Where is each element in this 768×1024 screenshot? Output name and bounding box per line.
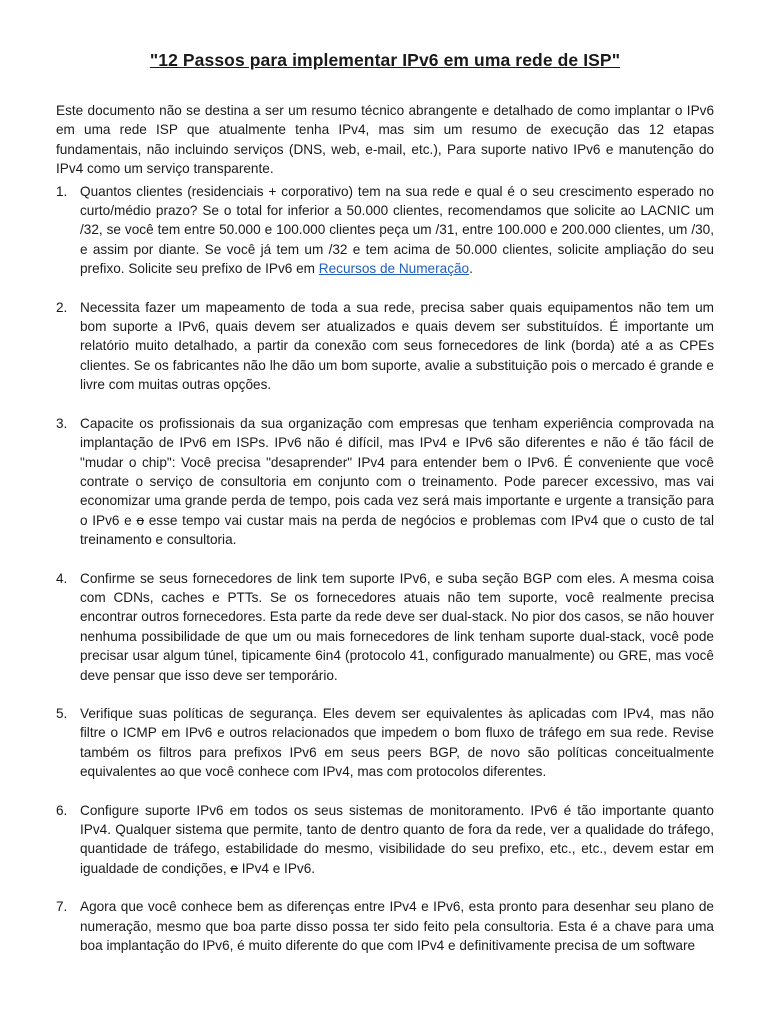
step-item-1 [56, 182, 714, 279]
document-title: "12 Passos para implementar IPv6 em uma rede de ISP" [149, 50, 621, 70]
struck-text: e [230, 860, 238, 876]
step-text-end: IPv4 e IPv6. [237, 860, 316, 876]
step-item-7 [56, 897, 714, 955]
step-text-end: esse tempo vai custar mais na perda de negócios e problemas com IPv4 que o custo de tal treinamento e consultoria. [80, 512, 714, 548]
step-number: 2. [56, 299, 68, 315]
step-item-2 [56, 298, 714, 395]
struck-text: o [136, 512, 145, 528]
step-text: Configure suporte IPv6 em todos os seus sistemas de monitoramento. IPv6 é tão importante quanto IPv4. Qualquer sistema que permite, tanto de dentro quanto de fora da rede, ver a qualidade do tráfego, quantidade de tráfego, estabilidade do mesmo, visibilidade do seu prefixo, etc., etc., devem estar em igualdade de condições, [80, 802, 714, 876]
step-text: Necessita fazer um mapeamento de toda a sua rede, precisa saber quais equipamentos não tem um bom suporte a IPv6, quais devem ser atualizados e quais devem ser substituídos. É importante um relatório muito detalhado, a partir da conexão com seus fornecedores de link (borda) até a as CPEs clientes. Se os fabricantes não lhe dão um bom suporte, avalie a substituição pois o mercado é grande e livre com muitas outras opções. [80, 299, 714, 393]
step-number: 4. [56, 570, 68, 586]
step-number: 6. [56, 802, 68, 818]
step-number: 1. [56, 183, 68, 199]
step-item-3 [56, 414, 714, 550]
step-text: Quantos clientes (residenciais + corporativo) tem na sua rede e qual é o seu crescimento esperado no curto/médio prazo? Se o total for inferior a 50.000 clientes, recomendamos que solicite ao LACNIC um /32, se você tem entre 50.000 e 100.000 clientes peça um /31, entre 100.000 e 200.000 clientes, um /30, e assim por diante. Se você já tem um /32 e tem acima de 50.000 clientes, solicite ampliação do seu prefixo. Solicite seu prefixo de IPv6 em [80, 183, 714, 277]
step-text-end: . [469, 261, 473, 277]
numbering-resources-link[interactable]: Recursos de Numeração [318, 261, 470, 277]
step-text: Agora que você conhece bem as diferenças entre IPv4 e IPv6, esta pronto para desenhar seu plano de numeração, mesmo que boa parte disso possa ter sido feito pela consultoria. Esta é a chave para uma boa implantação do IPv6, é muito diferente do que com IPv4 e definitivamente precisa de um software [80, 899, 714, 954]
steps-list [56, 182, 714, 956]
step-text: Capacite os profissionais da sua organização com empresas que tenham experiência comprovada na implantação de IPv6 em ISPs. IPv6 não é difícil, mas IPv4 e IPv6 são diferentes e não é tão fácil de "mudar o chip": Você precisa "desaprender" IPv4 para entender bem o IPv6. É conveniente que você contrate o serviço de consultoria em conjunto com o treinamento. Pode parecer excessivo, mas vai economizar uma grande perda de tempo, pois cada vez será mais importante e urgente a transição para o IPv6 e [80, 415, 714, 528]
step-item-6 [56, 801, 714, 879]
step-number: 7. [56, 899, 68, 915]
step-number: 5. [56, 705, 68, 721]
step-text: Confirme se seus fornecedores de link tem suporte IPv6, e suba seção BGP com eles. A mesma coisa com CDNs, caches e PTTs. Se os fornecedores atuais não tem suporte, você realmente precisa encontrar outros fornecedores. Esta parte da rede deve ser dual-stack. No pior dos casos, se não houver nenhuma possibilidade de que um ou mais fornecedores de link tenham suporte dual-stack, você pode precisar usar algum túnel, tipicamente 6in4 (protocolo 41, configurado manualmente) ou GRE, mas você deve pensar que isso deve ser temporário. [80, 570, 714, 683]
step-item-5 [56, 704, 714, 782]
step-number: 3. [56, 415, 68, 431]
step-item-4 [56, 569, 714, 685]
step-text: Verifique suas políticas de segurança. Eles devem ser equivalentes às aplicadas com IPv4, mas não filtre o ICMP em IPv6 e outros relacionados que impedem o bom fluxo de tráfego em sua rede. Revise também os filtros para prefixos IPv6 em seus peers BGP, de novo são políticas conceitualmente equivalentes ao que você conhece com IPv4, mas com protocolos diferentes. [80, 705, 714, 780]
intro-paragraph: Este documento não se destina a ser um resumo técnico abrangente e detalhado de como implantar o IPv6 em uma rede ISP que atualmente tenha IPv4, mas sim um resumo de execução das 12 etapas fundamentais, não incluindo serviços (DNS, web, e-mail, etc.), Para suporte nativo IPv6 e manutenção do IPv4 como um serviço transparente. [56, 103, 714, 177]
